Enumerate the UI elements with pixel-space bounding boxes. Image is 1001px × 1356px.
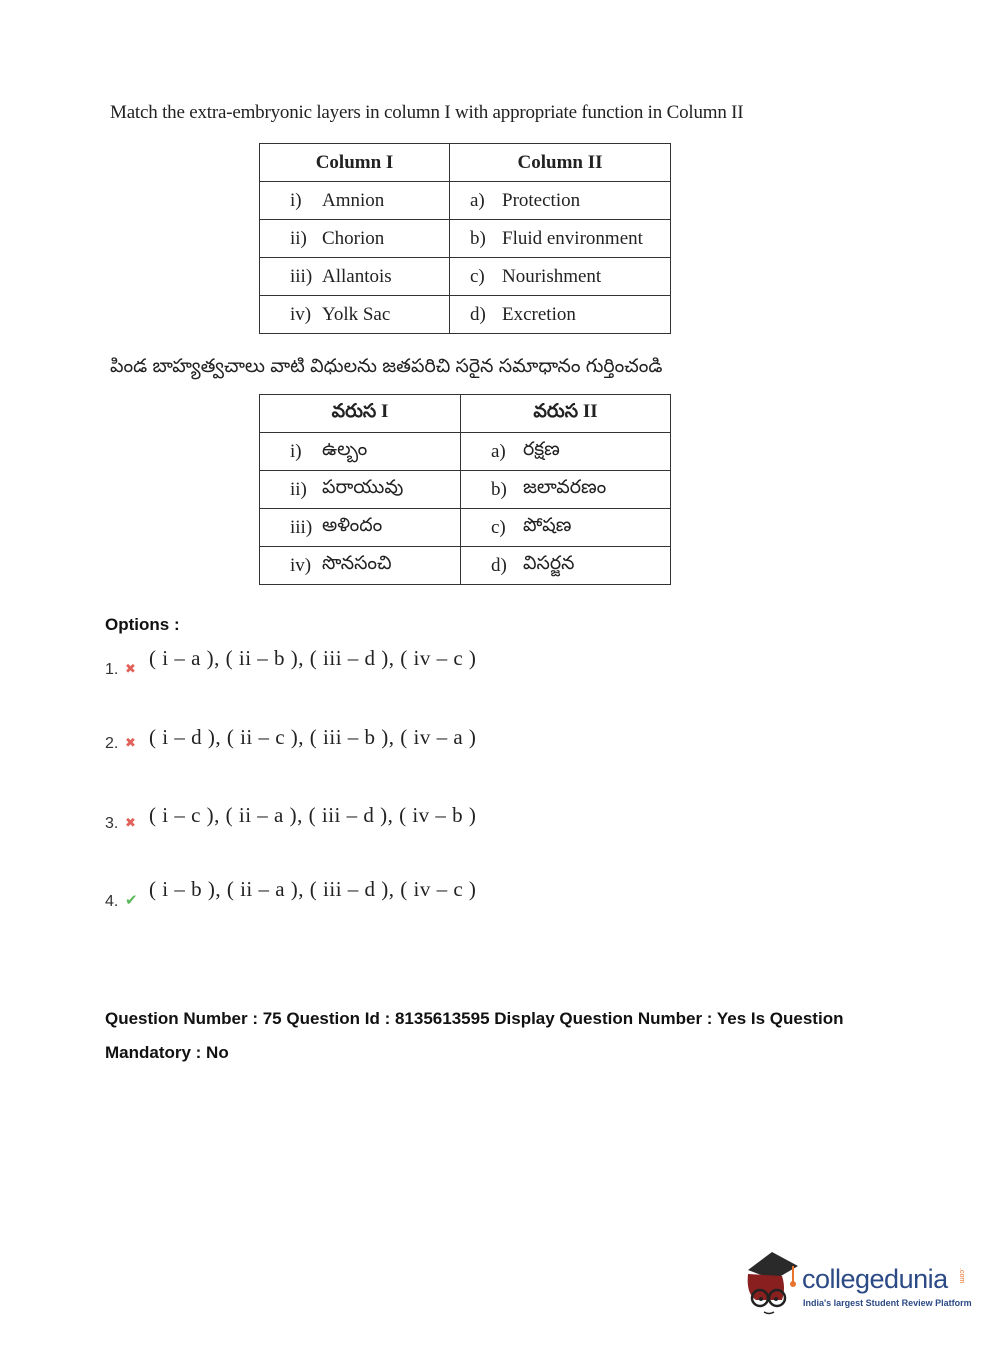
row-numeral: iii)	[290, 265, 313, 287]
row-numeral: i)	[290, 440, 302, 462]
table-header-row	[260, 395, 671, 433]
cell-text: Chorion	[322, 227, 385, 249]
cell-text: అళిందం	[322, 514, 383, 536]
option-number: 4.	[105, 893, 119, 910]
table-cell	[461, 471, 671, 509]
table-row	[260, 547, 671, 585]
cell-text: సొనసంచి	[322, 552, 392, 574]
cell-text: ఉల్బం	[322, 438, 368, 460]
table-row	[260, 220, 671, 258]
table-row	[260, 296, 671, 334]
checkmark-icon: ✔	[125, 892, 138, 909]
cell-text: Yolk Sac	[322, 303, 391, 325]
row-numeral: i)	[290, 189, 302, 211]
row-numeral: iv)	[290, 554, 312, 576]
cross-icon: ✖	[125, 735, 136, 750]
table-cell	[260, 471, 461, 509]
row-letter: a)	[491, 440, 506, 462]
option-number: 1.	[105, 661, 119, 678]
column-header: Column I	[260, 144, 450, 182]
row-letter: c)	[470, 265, 485, 287]
cell-text: Excretion	[502, 303, 576, 325]
column-header: వరుస I	[260, 395, 461, 433]
table-cell	[461, 433, 671, 471]
table-row	[260, 258, 671, 296]
match-table-english	[259, 143, 671, 334]
column-header: Column II	[450, 144, 671, 182]
question-meta-line-2: Mandatory : No	[105, 1043, 229, 1062]
cell-text: Allantois	[322, 265, 392, 287]
cell-text: రక్షణ	[523, 438, 560, 460]
option-text: ( i – d ), ( ii – c ), ( iii – b ), ( iv – a )	[149, 725, 477, 749]
table-cell	[461, 509, 671, 547]
row-letter: d)	[491, 554, 507, 576]
logo-wordmark: collegedunia	[802, 1264, 948, 1294]
logo-suffix: .com	[958, 1268, 965, 1284]
question-text-english: Match the extra-embryonic layers in column I with appropriate function in Column II	[110, 102, 744, 123]
table-row	[260, 182, 671, 220]
table-cell	[260, 258, 450, 296]
cell-text: Nourishment	[502, 265, 602, 287]
table-cell	[260, 547, 461, 585]
table-cell	[260, 509, 461, 547]
question-meta-line-1: Question Number : 75 Question Id : 8135613595 Display Question Number : Yes Is Question	[105, 1009, 844, 1028]
table-row	[260, 509, 671, 547]
cell-text: పరాయువు	[322, 476, 404, 498]
option-text: ( i – c ), ( ii – a ), ( iii – d ), ( iv – b )	[149, 803, 477, 827]
row-numeral: ii)	[290, 227, 307, 249]
row-letter: c)	[491, 516, 506, 538]
option-text: ( i – a ), ( ii – b ), ( iii – d ), ( iv – c )	[149, 646, 477, 670]
match-table-telugu	[259, 394, 671, 585]
collegedunia-logo	[742, 1248, 972, 1318]
cell-text: Fluid environment	[502, 227, 643, 249]
table-cell	[260, 182, 450, 220]
cell-text: జలావరణం	[523, 476, 607, 498]
logo-tagline: India's largest Student Review Platform	[803, 1298, 972, 1308]
table-cell	[450, 258, 671, 296]
cell-text: Amnion	[322, 189, 385, 211]
row-numeral: ii)	[290, 478, 307, 500]
row-letter: a)	[470, 189, 485, 211]
cell-text: పోషణ	[523, 514, 572, 536]
table-cell	[260, 296, 450, 334]
option-number: 2.	[105, 735, 119, 752]
table-cell	[260, 220, 450, 258]
row-numeral: iv)	[290, 303, 312, 325]
row-numeral: iii)	[290, 516, 313, 538]
row-letter: b)	[491, 478, 507, 500]
row-letter: d)	[470, 303, 486, 325]
cross-icon: ✖	[125, 815, 136, 830]
table-row	[260, 433, 671, 471]
options-heading: Options :	[105, 615, 180, 634]
column-header: వరుస II	[461, 395, 671, 433]
row-letter: b)	[470, 227, 486, 249]
cell-text: Protection	[502, 189, 581, 211]
cross-icon: ✖	[125, 661, 136, 676]
table-row	[260, 471, 671, 509]
table-header-row	[260, 144, 671, 182]
table-cell	[260, 433, 461, 471]
cell-text: విసర్జన	[523, 552, 575, 574]
table-cell	[450, 296, 671, 334]
question-text-telugu: పిండ బాహ్యత్వచాలు వాటి విధులను జతపరిచి సరైన సమాధానం గుర్తించండి	[110, 356, 663, 377]
table-cell	[450, 182, 671, 220]
option-text: ( i – b ), ( ii – a ), ( iii – d ), ( iv – c )	[149, 877, 477, 901]
table-cell	[461, 547, 671, 585]
graduate-mascot-icon	[742, 1248, 800, 1318]
table-cell	[450, 220, 671, 258]
option-number: 3.	[105, 815, 119, 832]
